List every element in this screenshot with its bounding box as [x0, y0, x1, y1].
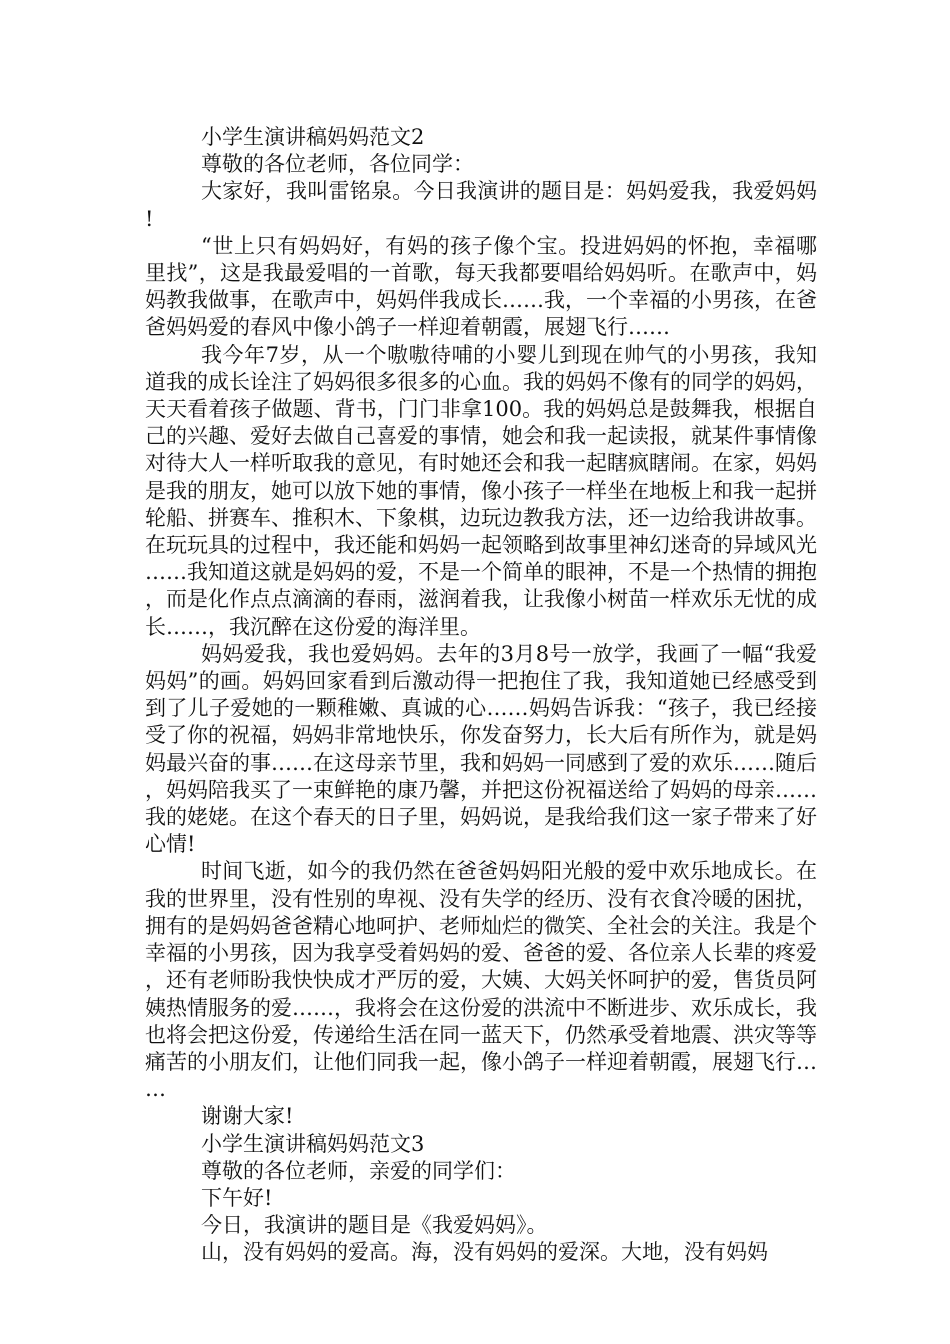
paragraph: 今日，我演讲的题目是《我爱妈妈》。 — [201, 1213, 548, 1238]
closing: 谢谢大家! — [201, 1104, 294, 1129]
section-title: 小学生演讲稿妈妈范文2 — [201, 125, 425, 149]
paragraph: “世上只有妈妈好，有妈的孩子像个宝。投进妈妈的怀抱，幸福哪里找”，这是我最爱唱的一首歌，每天我都要唱给妈妈听。在歌声中，妈妈教我做事，在歌声中，妈妈伴我成长……我，一个幸福的小男孩，在爸爸妈妈爱的春风中像小鸽子一样迎着朝霞，展翅飞行…… — [145, 233, 817, 340]
document-body — [145, 124, 817, 1267]
paragraph: 山，没有妈妈的爱高。海，没有妈妈的爱深。大地，没有妈妈 — [201, 1240, 768, 1265]
section-title: 小学生演讲稿妈妈范文3 — [201, 1131, 425, 1156]
paragraph: 时间飞逝，如今的我仍然在爸爸妈妈阳光般的爱中欢乐地成长。在我的世界里，没有性别的卑视、没有失学的经历、没有衣食冷暖的困扰，拥有的是妈妈爸爸精心地呵护、老师灿烂的微笑、全社会的关注。我是个幸福的小男孩，因为我享受着妈妈的爱、爸爸的爱、各位亲人长辈的疼爱，还有老师盼我快快成才严厉的爱，大姨、大妈关怀呵护的爱，售货员阿姨热情服务的爱……，我将会在这份爱的洪流中不断进步、欢乐成长，我也将会把这份爱，传递给生活在同一蓝天下，仍然承受着地震、洪灾等等痛苦的小朋友们，让他们同我一起，像小鸽子一样迎着朝霞，展翅飞行…… — [145, 859, 817, 1102]
paragraph: 我今年7岁，从一个嗷嗷待哺的小婴儿到现在帅气的小男孩，我知道我的成长诠注了妈妈很多很多的心血。我的妈妈不像有的同学的妈妈，天天看着孩子做题、背书，门门非拿100。我的妈妈总是鼓舞我，根据自己的兴趣、爱好去做自己喜爱的事情，她会和我一起读报，就某件事情像对待大人一样听取我的意见，有时她还会和我一起瞎疯瞎闹。在家，妈妈是我的朋友，她可以放下她的事情，像小孩子一样坐在地板上和我一起拼轮船、拼赛车、推积木、下象棋，边玩边教我方法，还一边给我讲故事。在玩玩具的过程中，我还能和妈妈一起领略到故事里神幻迷奇的异域风光……我知道这就是妈妈的爱，不是一个简单的眼神，不是一个热情的拥抱，而是化作点点滴滴的春雨，滋润着我，让我像小树苗一样欢乐无忧的成长……，我沉醉在这份爱的海洋里。 — [145, 342, 817, 639]
greeting: 下午好! — [201, 1185, 273, 1210]
salutation: 尊敬的各位老师，亲爱的同学们： — [201, 1158, 516, 1183]
salutation: 尊敬的各位老师，各位同学： — [201, 152, 474, 177]
paragraph: 大家好，我叫雷铭泉。今日我演讲的题目是：妈妈爱我，我爱妈妈! — [145, 179, 817, 231]
paragraph: 妈妈爱我，我也爱妈妈。去年的3月8号一放学，我画了一幅“我爱妈妈”的画。妈妈回家看到后激动得一把抱住了我，我知道她已经感受到到了儿子爱她的一颗稚嫩、真诚的心……妈妈告诉我：“孩子，我已经接受了你的祝福，妈妈非常地快乐，你发奋努力，长大后有所作为，就是妈妈最兴奋的事……在这母亲节里，我和妈妈一同感到了爱的欢乐……随后，妈妈陪我买了一束鲜艳的康乃馨，并把这份祝福送给了妈妈的母亲……我的姥姥。在这个春天的日子里，妈妈说，是我给我们这一家子带来了好心情! — [145, 641, 817, 857]
